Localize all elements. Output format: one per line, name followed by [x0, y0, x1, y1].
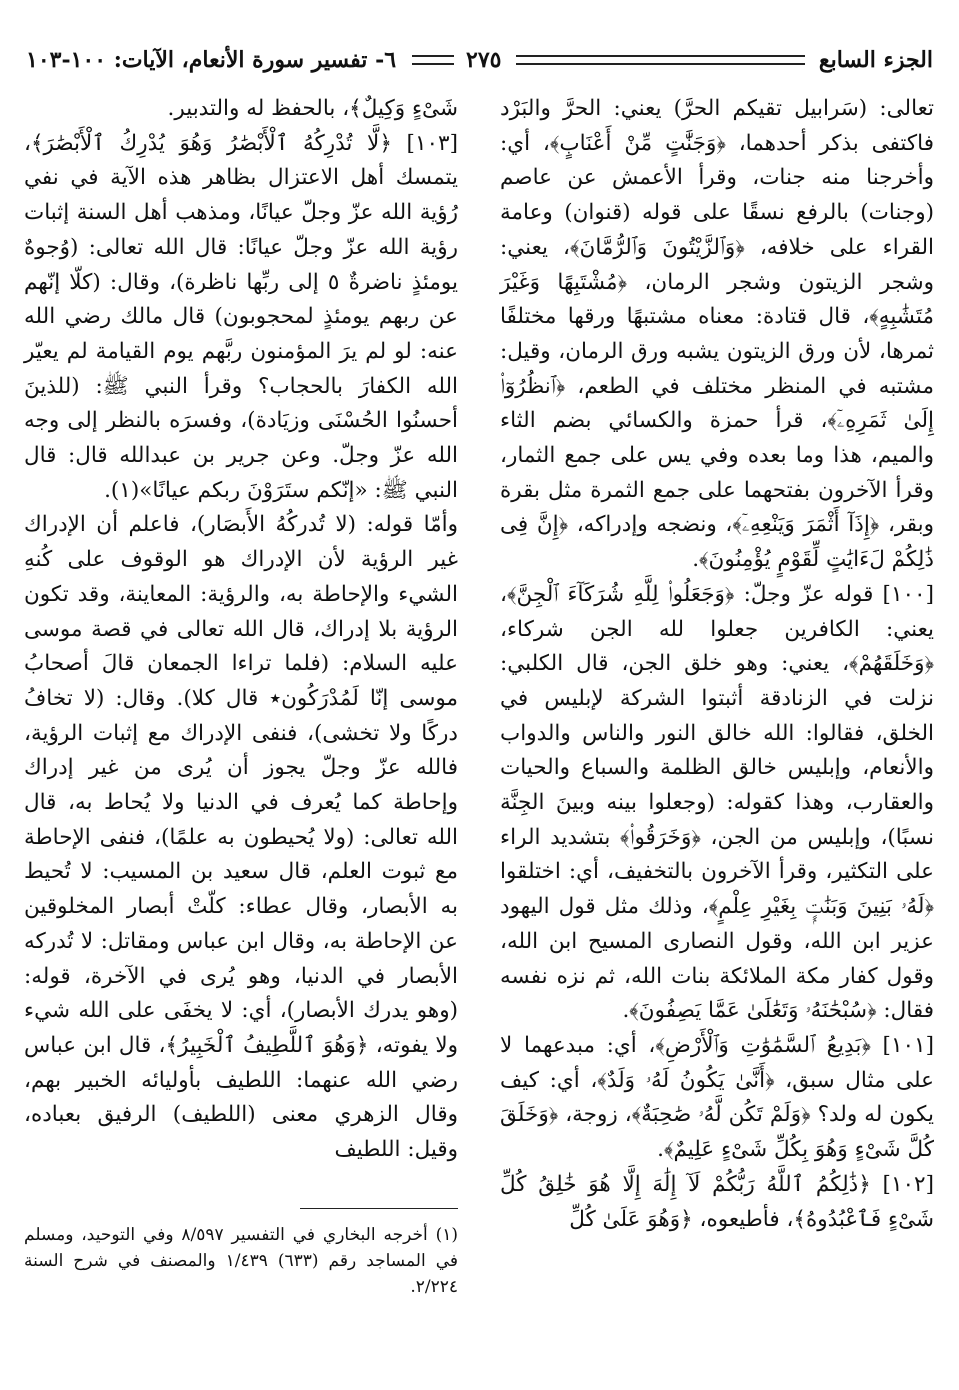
header-rule — [516, 55, 805, 65]
paragraph-verse-100: [١٠٠] قوله عزّ وجلّ: ﴿وَجَعَلُوا۟ لِلَّهِ شُرَكَآءَ ٱلْجِنَّ﴾، يعني: الكافرين جعلوا لله الجن شركاء، ﴿وَخَلَقَهُمْ﴾، يعني: وهو خلق الجن، قال الكلبي: نزلت في الزنادقة أثبتوا الشركة لإبليس في الخلق، فقالوا: الله خالق النور والناس والدواب والأنعام، وإبليس خالق الظلمة والسباع والحيات والعقارب، وهذا كقوله: (وجعلوا بينه وبينَ الجِنَّة نسبًا)، وإبليس من الجن، ﴿وَخَرَقُوا۟﴾ بتشديد الراء على التكثير، وقرأ الآخرون بالتخفيف، أي: اختلقوا ﴿لَهُۥ بَنِينَ وَبَنَٰتٍۭ بِغَيْرِ عِلْمٍ﴾، وذلك مثل قول اليهود عزير ابن الله، وقول النصارى المسيح ابن الله، وقول كفار مكة الملائكة بنات الله، ثم نزه نفسه فقال: ﴿سُبْحَٰنَهُۥ وَتَعَٰلَىٰ عَمَّا يَصِفُونَ﴾. — [500, 581, 934, 1024]
paragraph-verse-101: [١٠١] ﴿بَدِيعُ ٱلسَّمَٰوَٰتِ وَٱلْأَرْضِ﴾، أي: مبدعهما لا على مثال سبق، ﴿أَنَّىٰ يَكُونُ لَهُۥ وَلَدٌ﴾، أي: كيف يكون له ولد؟ ﴿وَلَمْ تَكُن لَّهُۥ صَٰحِبَةٌ﴾، زوجة، ﴿وَخَلَقَ كُلَّ شَىْءٍ وَهُوَ بِكُلِّ شَىْءٍ عَلِيمٌ﴾. — [500, 1032, 934, 1163]
paragraph-verse-103: [١٠٣] ﴿لَّا تُدْرِكُهُ ٱلْأَبْصَٰرُ وَهُوَ يُدْرِكُ ٱلْأَبْصَٰرَ﴾، يتمسك أهل الاعتزال بظاهر هذه الآية في نفي رُؤية الله عزّ وجلّ عيانًا، ومذهب أهل السنة إثبات رؤية الله عزّ وجلّ عيانًا: قال الله تعالى: (وُجوهٌ يومئذٍ ناضرةٌ ٥ إلى ربِّها ناظرة)، وقال: (كلّا إنّهم عن ربهم يومئذٍ لمحجوبون) قال مالك رضي الله عنه: لو لم يرَ المؤمنون ربَّهم يوم القيامة لم يعيّر الله الكفارَ بالحجاب؟ وقرأ النبي ﷺ: (للذينَ أحسنُوا الحُسْنَى وزيَادة)، وفسرَه بالنظر إلى وجه الله عزّ وجلّ. وعن جرير بن عبدالله قال: قال النبي ﷺ: «إنّكم ستَرَوْنَ ربكم عيانًا»(١). — [24, 130, 458, 503]
part-title: الجزء السابع — [818, 47, 933, 73]
footnote: (١) أخرجه البخاري في التفسير ٨/٥٩٧ وفي التوحيد، ومسلم في المساجد رقم (٦٣٣) ١/٤٣٩ والمصنف في شرح السنة ٢/٢٢٤. — [24, 1225, 458, 1297]
running-header — [26, 40, 933, 80]
left-column — [24, 92, 458, 1168]
surah-title: ٦- تفسير سورة الأنعام، الآيات: ١٠٠-١٠٣ — [26, 47, 397, 73]
header-rule-short — [412, 55, 454, 65]
footnote-rule — [300, 1208, 458, 1209]
paragraph: تعالى: (سَرابيل تقيكم الحرَّ) يعني: الحرَّ والبَرْد فاكتفى بذكر أحدهما، ﴿وَجَنَّٰتٍ مِّنْ أَعْنَابٍ﴾، أي: وأخرجنا منه جنات، وقرأ الأعمش عن عاصم (وجنات) بالرفع نسقًا على قوله (قنوان) وعامة القراء على خلافه، ﴿وَٱلزَّيْتُونَ وَٱلرُّمَّانَ﴾، يعني: وشجر الزيتون وشجر الرمان، ﴿مُشْتَبِهًا وَغَيْرَ مُتَشَٰبِهٍ﴾، قال قتادة: معناه مشتبهًا ورقها مختلفًا ثمرها، لأن ورق الزيتون يشبه ورق الرمان، وقيل: مشتبه في المنظر مختلف في الطعم، ﴿ٱنظُرُوٓا۟ إِلَىٰ ثَمَرِهِۦٓ﴾، قرأ حمزة والكسائي بضم الثاء والميم، هذا وما بعده وفي يس على جمع الثمار، وقرأ الآخرون بفتحهما على جمع الثمرة مثل بقرة وبقر، ﴿إِذَآ أَثْمَرَ وَيَنْعِهِۦٓ﴾، ونضجه وإدراكه، ﴿إِنَّ فِى ذَٰلِكُمْ لَءَايَٰتٍ لِّقَوْمٍ يُؤْمِنُونَ﴾. — [500, 96, 934, 573]
right-column — [500, 92, 934, 1237]
paragraph-verse-102: [١٠٢] ﴿ذَٰلِكُمُ ٱللَّهُ رَبُّكُمْ لَآ إِلَٰهَ إِلَّا هُوَ خَٰلِقُ كُلِّ شَىْءٍ فَٱعْبُدُوهُ﴾، فأطيعوه، ﴿وَهُوَ عَلَىٰ كُلِّ — [500, 1171, 934, 1232]
paragraph: شَىْءٍ وَكِيلٌ﴾، بالحفظ له والتدبير. — [167, 96, 458, 121]
page-number: ٢٧٥ — [466, 47, 502, 73]
paragraph: وأمّا قوله: (لا تُدركُهُ الأَبصَار)، فاعلم أن الإدراك غير الرؤية لأن الإدراك هو الوقوف على كُنهِ الشيء والإحاطة به، والرؤية: المعاينة، وقد تكون الرؤية بلا إدراك، قال الله تعالى في قصة موسى عليه السلام: (فلما تراءا الجمعان قالَ أصحابُ موسى إنّا لَمُدْرَكُون٭ قال كلا). وقال: (لا تخافُ دركًا ولا تخشى)، فنفى الإدراك مع إثبات الرؤية، فالله عزّ وجلّ يجوز أن يُرى من غير إدراك وإحاطة كما يُعرف في الدنيا ولا يُحاط به، قال الله تعالى: (ولا يُحيطون به علمًا)، فنفى الإحاطة مع ثبوت العلم، قال سعيد بن المسيب: لا تُحيط به الأبصار، وقال عطاء: كلّتْ أبصار المخلوقين عن الإحاطة به، وقال ابن عباس ومقاتل: لا تُدركه الأبصار في الدنيا، وهو يُرى في الآخرة، قوله: (وهو يدرك الأبصار)، أي: لا يخفَى على الله شيء ولا يفوته، ﴿وَهُوَ ٱللَّطِيفُ ٱلْخَبِيرُ﴾، قال ابن عباس رضي الله عنهما: اللطيف بأوليائه الخبير بهم، وقال الزهري معنى (اللطيف) الرفيق بعباده، وقيل: اللطيف — [24, 512, 458, 1163]
